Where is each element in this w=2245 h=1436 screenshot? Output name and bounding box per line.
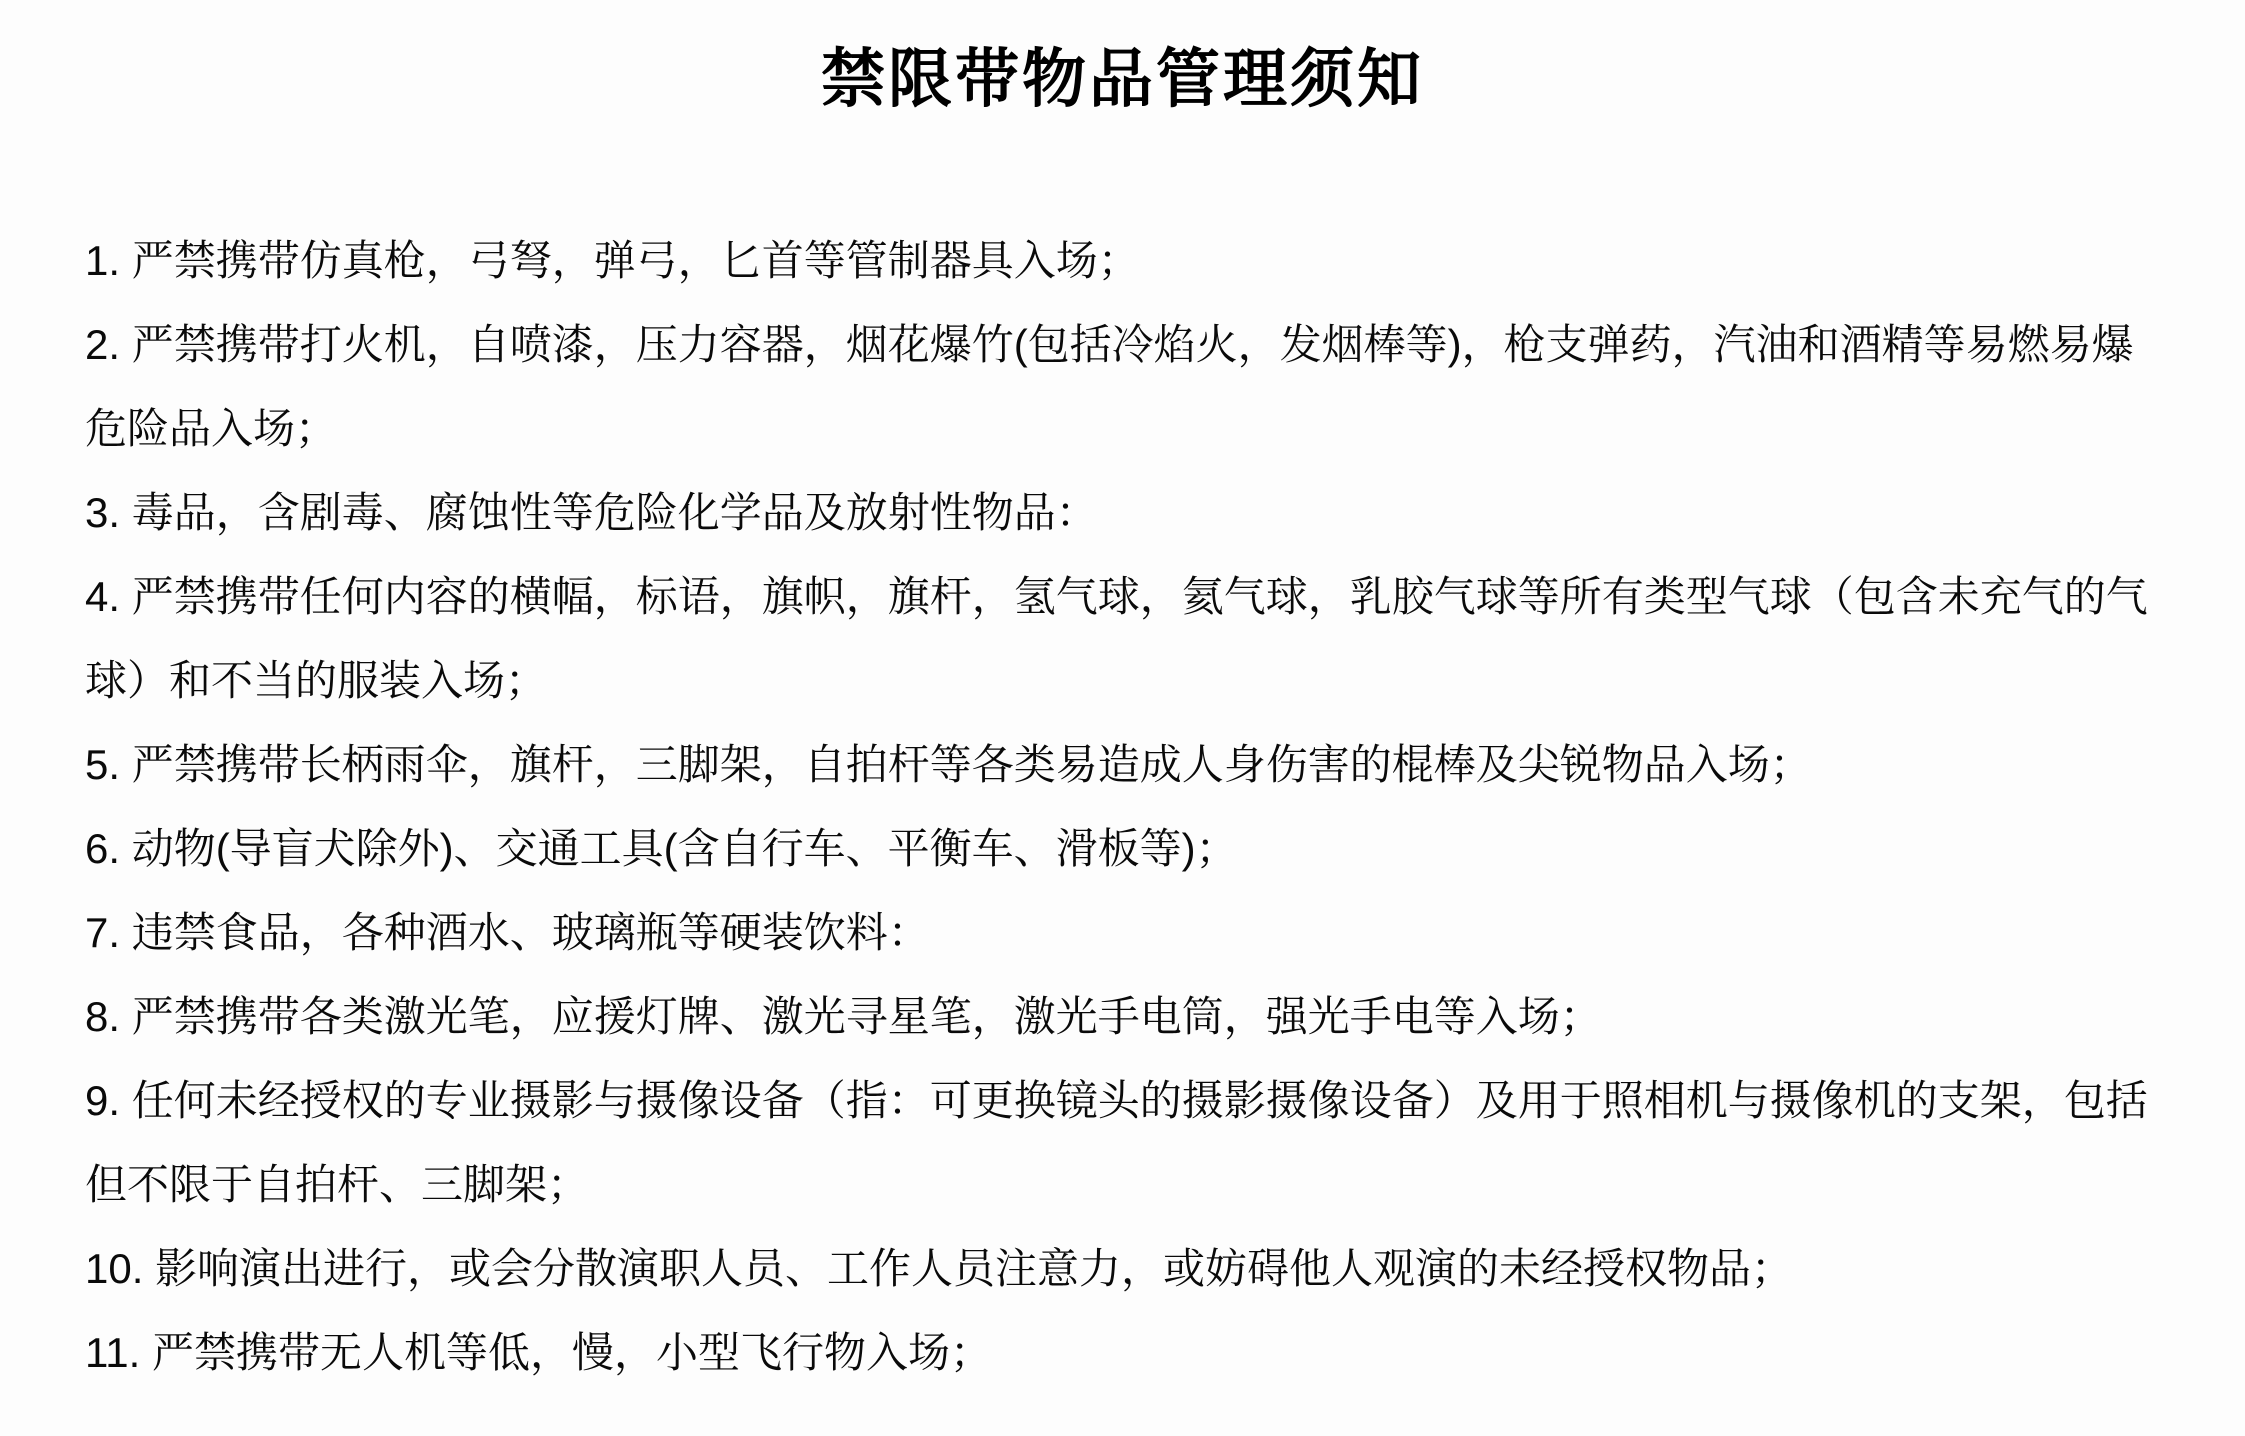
notice-item: 3. 毒品，含剧毒、腐蚀性等危险化学品及放射性物品： bbox=[85, 489, 1098, 536]
notice-item: 11. 严禁携带无人机等低，慢，小型飞行物入场； bbox=[85, 1329, 992, 1376]
notice-item: 4. 严禁携带任何内容的横幅，标语，旗帜，旗杆，氢气球，氦气球，乳胶气球等所有类型气球（包含未充气的气球）和不当的服装入场； bbox=[85, 573, 2148, 704]
notice-list bbox=[85, 219, 2160, 1395]
notice-item: 1. 严禁携带仿真枪，弓弩，弹弓，匕首等管制器具入场； bbox=[85, 237, 1140, 284]
notice-item: 8. 严禁携带各类激光笔，应援灯牌、激光寻星笔，激光手电筒，强光手电等入场； bbox=[85, 993, 1602, 1040]
page-title: 禁限带物品管理须知 bbox=[821, 43, 1424, 115]
notice-item: 7. 违禁食品，各种酒水、玻璃瓶等硬装饮料： bbox=[85, 909, 930, 956]
notice-item: 2. 严禁携带打火机，自喷漆，压力容器，烟花爆竹(包括冷焰火，发烟棒等)，枪支弹药，汽油和酒精等易燃易爆危险品入场； bbox=[85, 321, 2134, 452]
notice-item: 10. 影响演出进行，或会分散演职人员、工作人员注意力，或妨碍他人观演的未经授权物品； bbox=[85, 1245, 1794, 1292]
notice-item: 6. 动物(导盲犬除外)、交通工具(含自行车、平衡车、滑板等)； bbox=[85, 825, 1238, 872]
notice-item: 9. 任何未经授权的专业摄影与摄像设备（指：可更换镜头的摄影摄像设备）及用于照相机与摄像机的支架，包括但不限于自拍杆、三脚架； bbox=[85, 1077, 2148, 1208]
notice-item: 5. 严禁携带长柄雨伞，旗杆，三脚架，自拍杆等各类易造成人身伤害的棍棒及尖锐物品入场； bbox=[85, 741, 1812, 788]
